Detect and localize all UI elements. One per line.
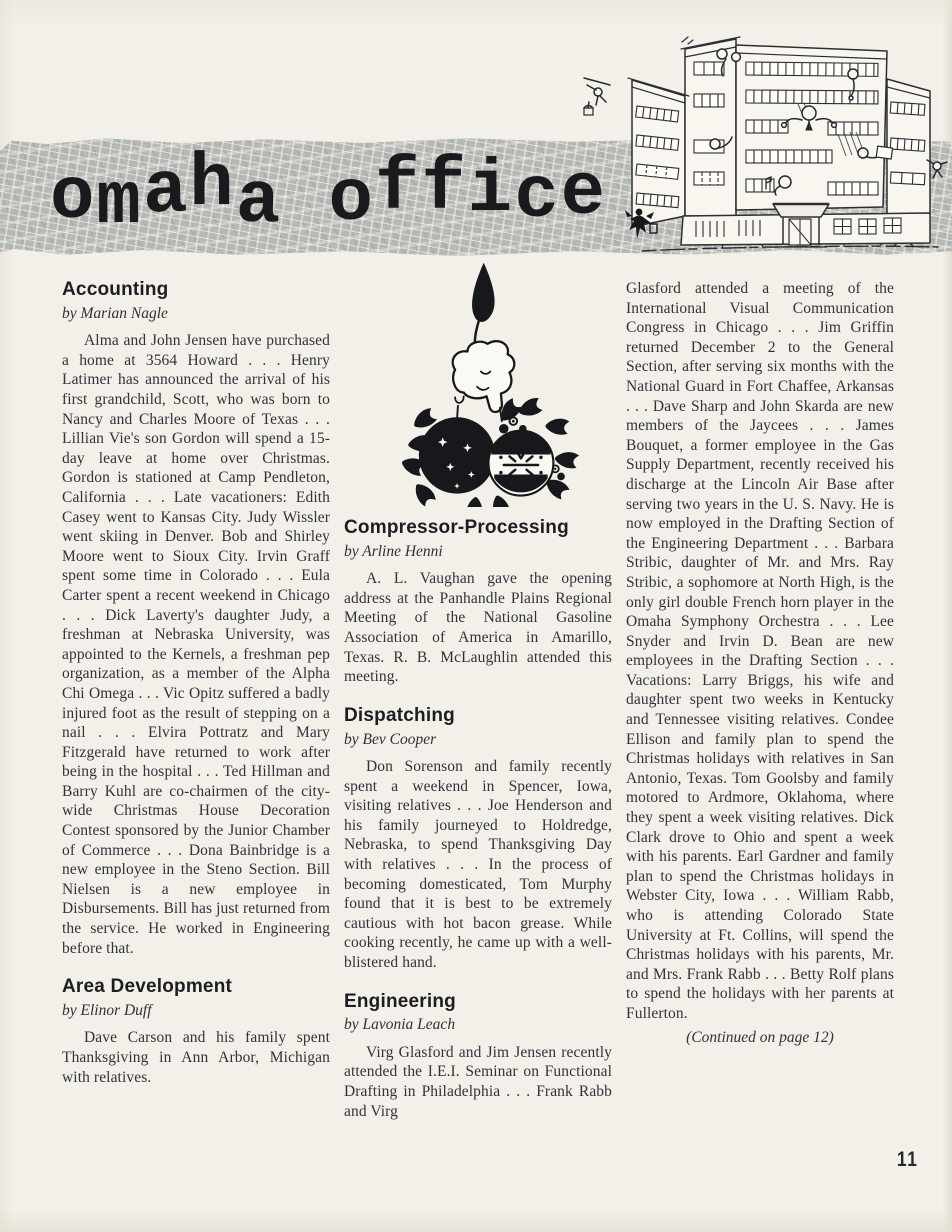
engineering-continued-body: Glasford attended a meeting of the International Visual Communication Congress in Chicago . . . Jim Griffin returned December 2 to the General Section, after serving six months with the National Guard in Fort Chaffee, Arkansas . . . Dave Sharp and John Skarda are new members of the Jaycees . . . James Bouquet, a former employee in the Gas Supply Department, recently received his discharge at the Lincoln Air Base after serving two years in the U. S. Navy. He is now employed in the Drafting Section of the Engineering Department . . . Barbara Stribic, daughter of Mr. and Mrs. Ray Stribic, a sophomore at North High, is the only girl double French horn player in the Omaha Symphony Orchestra . . . Lee Snyder and Irvin D. Bean are new employees in the Drafting Section . . . Vacations: Larry Briggs, his wife and daughter spent two weeks in Kentucky and Tennessee visiting relatives. Condee Ellison and family plan to spend the Christmas holidays with relatives in San Antonio, Texas. Tom Goolsby and family motored to Ardmore, Oklahoma, where they spent a week visiting relatives. Dick Clark drove to Ohio and spent a week with his parents. Earl Gardner and family plan to spend the Christmas holidays in Webster City, Iowa . . . William Rabb, who is attending Colorado State University at Ft. Collins, will spend the Christmas holidays with his parents, Mr. and Mrs. Frank Rabb . . . Betty Rolf plans to spend the holidays with her parents at Fullerton. (626, 280, 894, 1022)
section-body: Dave Carson and his family spent Thanksgiving in Ann Arbor, Michigan with relatives. (62, 1029, 330, 1086)
column-1 (62, 279, 330, 1121)
section-byline: by Elinor Duff (62, 1002, 152, 1020)
section-dispatching (344, 705, 612, 973)
section-heading: Engineering (344, 990, 456, 1012)
section-area-development (62, 976, 330, 1087)
section-body: Don Sorenson and family recently spent a weekend in Spencer, Iowa, visiting relatives . . . Joe Henderson and his family journeyed to Holdredge, Nebraska, to spend Thanksgiving Day with relatives . . . In the process of becoming domesticated, Tom Murphy found that it is best to be extremely cautious with hot bacon grease. While cooking recently, he came up with a well-blistered hand. (344, 758, 612, 971)
candle-ornaments-icon (358, 257, 598, 507)
christmas-candle-illustration (344, 257, 612, 507)
section-byline: by Arline Henni (344, 542, 443, 560)
section-compressor-processing (344, 517, 612, 687)
column-3 (626, 279, 894, 1121)
section-byline: by Lavonia Leach (344, 1016, 456, 1034)
continued-note: (Continued on page 12) (686, 1028, 834, 1046)
column-2 (344, 279, 612, 1121)
office-building-cartoon-illustration (576, 16, 952, 262)
section-body: Alma and John Jensen have purchased a home at 3564 Howard . . . Henry Latimer has announced the arrival of his first grandchild, Scott, who was born to Nancy and Charles Moore of Texas . . . Lillian Vie's son Gordon will spend a 15-day leave at home over Christmas. Gordon is stationed at Camp Pendleton, California . . . Late vacationers: Edith Casey went to Kansas City. Judy Wissler went skiing in Denver. Bob and Shirley Moore went to Sioux City. Irvin Graff spent some time in Colorado . . . Eula Carter spent a recent weekend in Chicago . . . Dick Laverty's daughter Judy, a freshman at Nebraska University, was appointed to the Kernels, a freshman pep organization, as a member of the Alpha Chi Omega . . . Vic Opitz suffered a badly injured foot as the result of stepping on a nail . . . Elvira Pottratz and Mary Fitzgerald have returned to work after being in the hospital . . . Ted Hillman and Barry Kuhl are co-chairmen of the city-wide Christmas House Decoration Contest sponsored by the Junior Chamber of Commerce . . . Dona Bainbridge is a new employee in the Steno Section. Bill Nielsen is a new employee in Disbursements. Bill has just returned from the service. He worked in Engineering before that. (62, 332, 330, 957)
section-byline: by Marian Nagle (62, 304, 168, 322)
section-heading: Compressor-Processing (344, 517, 569, 538)
section-byline: by Bev Cooper (344, 730, 437, 748)
section-heading: Dispatching (344, 704, 455, 726)
section-engineering (344, 991, 612, 1122)
masthead-title: omaha office (50, 143, 608, 245)
section-body: Virg Glasford and Jim Jensen recently attended the I.E.I. Seminar on Functional Drafting in Philadelphia . . . Frank Rabb and Virg (344, 1043, 612, 1120)
article-columns (62, 279, 894, 1121)
section-heading: Area Development (62, 976, 233, 998)
section-accounting (62, 279, 330, 958)
section-body: A. L. Vaughan gave the opening address at the Panhandle Plains Regional Meeting of the National Gasoline Association of America in Amarillo, Texas. R. B. McLaughlin attended this meeting. (344, 570, 612, 686)
section-heading: Accounting (62, 279, 169, 300)
page-number: 11 (897, 1148, 919, 1171)
